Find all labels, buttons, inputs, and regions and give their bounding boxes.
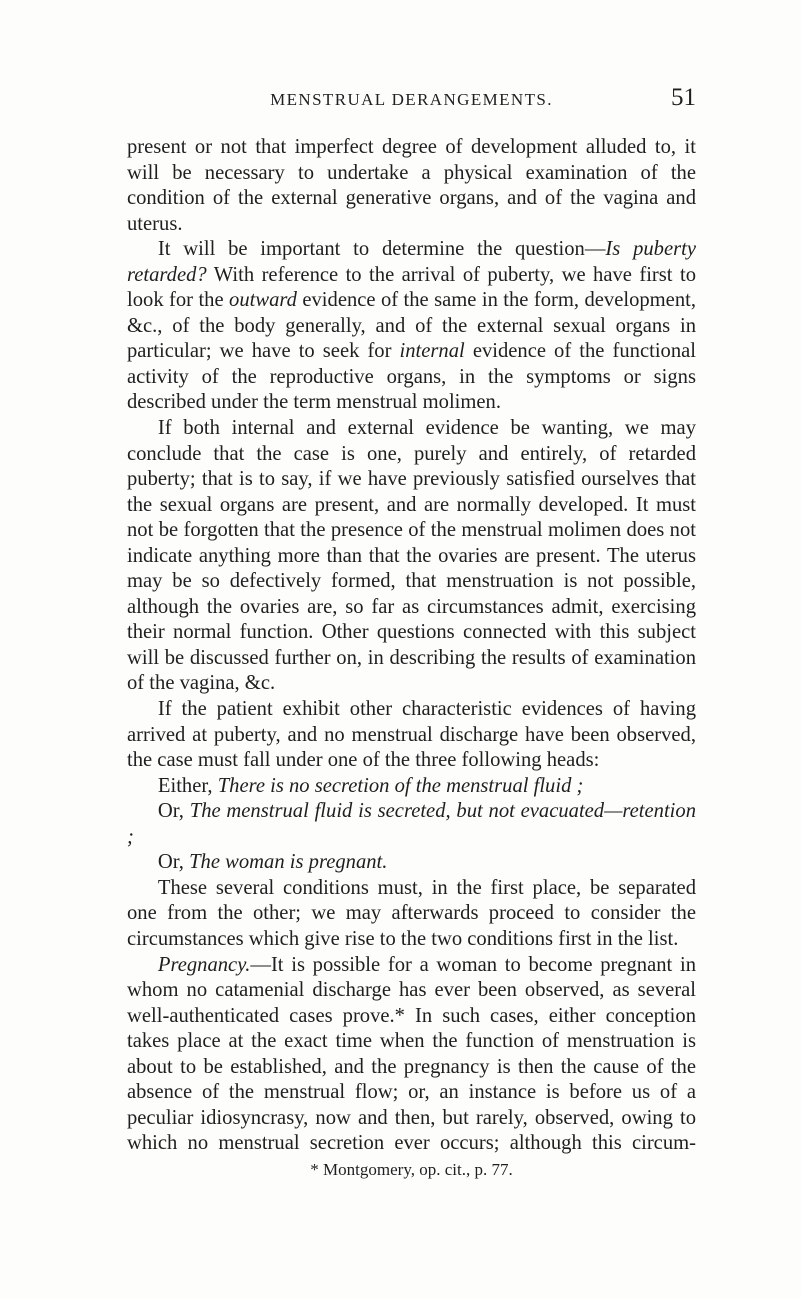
- italic-text: The menstrual fluid is secreted, but not evacuated—retention ;: [127, 800, 696, 848]
- text-run: present or not that imperfect degree of development alluded to, it will be necessary to undertake a physical examination of the condition of the external generative organs, and of the vagina and uterus.: [127, 136, 696, 235]
- text-run: If both internal and external evidence be wanting, we may conclude that the case is one, purely and entirely, of retarded puberty; that is to say, if we have previously satisfied ourselves that the sexual organs are present, and are normally developed. It must not be forgotten that the presence of the menstrual molimen does not indicate anything more than that the ovaries are present. The uterus may be so defectively formed, that menstruation is not possible, although the ovaries are, so far as circumstances admit, exercising their normal function. Other questions connected with this subject will be discussed further on, in describing the results of examination of the vagina, &c.: [127, 417, 696, 695]
- text-run: These several conditions must, in the first place, be separated one from the other; we may afterwards proceed to consider the circumstances which give rise to the two conditions first in the list.: [127, 876, 696, 950]
- italic-text: Is puberty retarded?: [127, 238, 696, 286]
- paragraph: [127, 799, 696, 850]
- page-header: [127, 84, 696, 114]
- paragraph: [127, 697, 696, 774]
- text-run: With reference to the arrival of puberty, we have first to look for the: [127, 263, 696, 312]
- text-run: If the patient exhibit other characteristic evidences of having arrived at puberty, and no menstrual discharge have been observed, the case must fall under one of the three following heads:: [127, 698, 696, 772]
- text-run: Or,: [157, 851, 190, 874]
- footnote: * Montgomery, op. cit., p. 77.: [310, 1160, 513, 1179]
- text-run: It will be important to determine the question—: [157, 238, 606, 261]
- body-text: [127, 135, 696, 1157]
- paragraph: [127, 135, 696, 237]
- italic-text: The woman is pregnant.: [189, 851, 388, 874]
- page-number: 51: [671, 84, 696, 111]
- italic-text: outward: [229, 289, 297, 312]
- text-run: evidence of the same in the form, development, &c., of the body generally, and of the external sexual organs in particular; we have to seek for: [127, 289, 696, 363]
- text-run: evidence of the functional activity of the reproductive organs, in the symptoms or signs described under the term menstrual molimen.: [127, 340, 696, 414]
- text-run: Either,: [157, 774, 218, 797]
- paragraph: [127, 416, 696, 697]
- paragraph: [127, 850, 696, 876]
- italic-text: Pregnancy.: [157, 953, 251, 976]
- italic-text: There is no secretion of the menstrual fluid ;: [217, 774, 584, 797]
- paragraph: [127, 237, 696, 416]
- paragraph: [127, 774, 696, 800]
- italic-text: internal: [399, 340, 465, 363]
- text-run: Or,: [157, 800, 190, 823]
- text-run: —It is possible for a woman to become pregnant in whom no catamenial discharge has ever been observed, as several well-authenticated cases prove.* In such cases, either conception takes place at the exact time when the function of menstruation is about to be established, and the pregnancy is then the cause of the absence of the menstrual flow; or, an instance is before us of a peculiar idiosyncrasy, now and then, but rarely, observed, owing to which no menstrual secretion ever occurs; although this circum-: [127, 953, 696, 1155]
- paragraph: [127, 953, 696, 1157]
- running-head: MENSTRUAL DERANGEMENTS.: [270, 90, 553, 109]
- paragraph: [127, 876, 696, 953]
